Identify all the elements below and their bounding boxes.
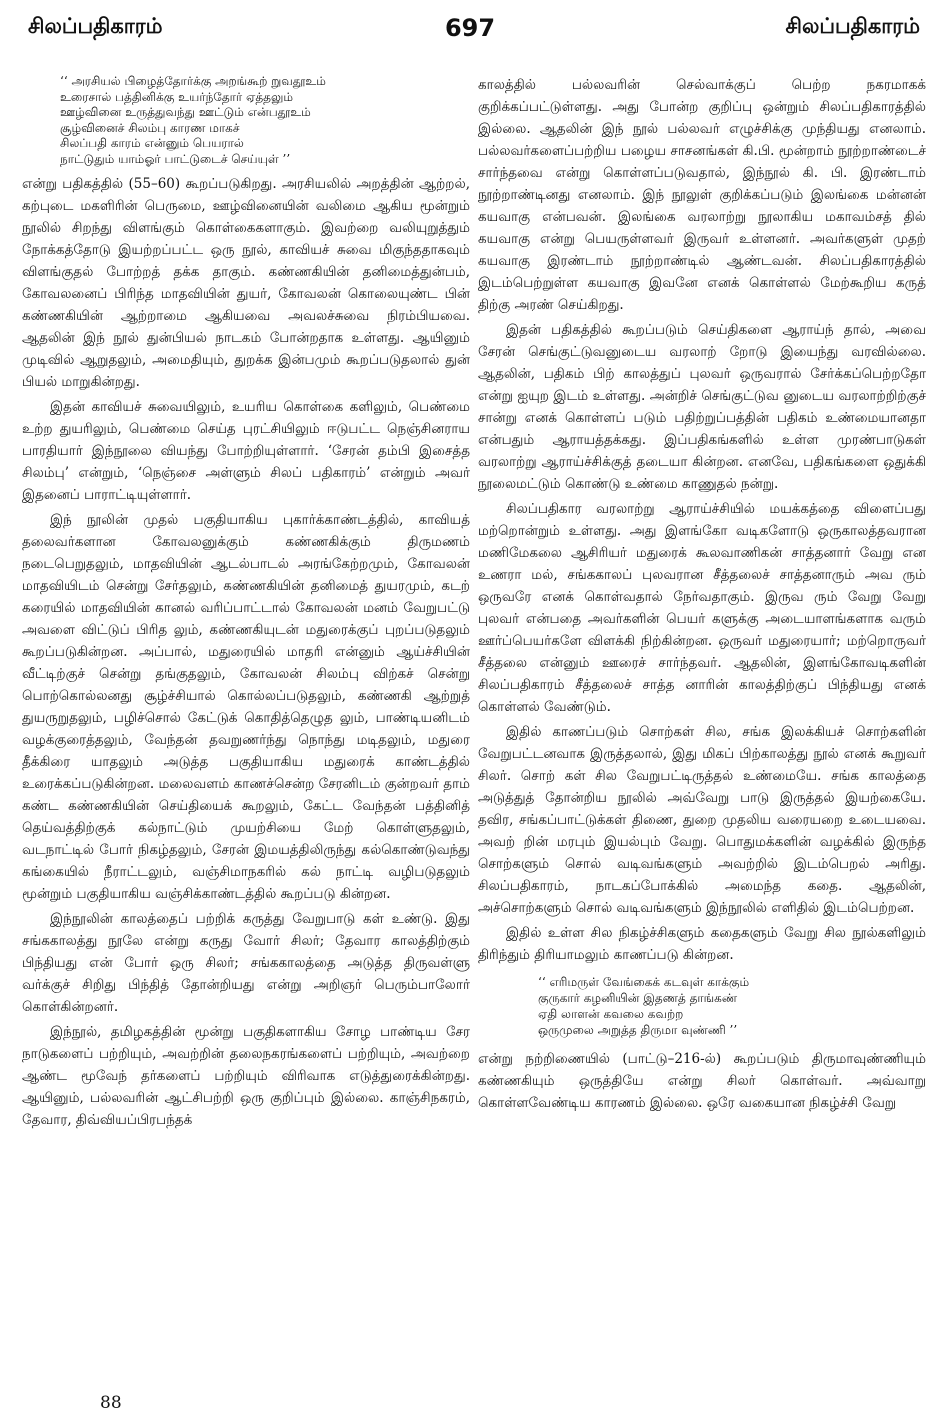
verse-quote-right xyxy=(538,974,926,1038)
paragraph: இந் நூலின் முதல் பகுதியாகிய புகார்க்காண்டத்தில், காவியத் தலைவர்களான கோவலனுக்கும் கண்ணகிக்கும் திருமணம் நடைபெறுதலும், மாதவியின் ஆடல்பாடல் அரங்கேற்றமும், கோவலன் மாதவியிடம் சென்று சேர்தலும், கண்ணகியின் தனிமைத் துயரமும், கடற் கரையில் மாதவியின் கானல் வரிப்பாட்டால் கோவலன் மனம் வேறுபட்டு அவளை விட்டுப் பிரித லும், கண்ணகியுடன் மதுரைக்குப் புறப்படுதலும் கூறப்படுகின்றன. அப்பால், மதுரையில் மாதரி என்னும் ஆய்ச்சியின் வீட்டிற்குச் சென்று தங்குதலும், கோவலன் சிலம்பு விற்கச் சென்று பொற்கொல்லனது சூழ்ச்சியால் கொல்லப்படுதலும், கண்ணகி ஆற்றுத் துயருறுதலும், பழிச்சொல் கேட்டுக் கொதித்தெழுத லும், பாண்டியனிடம் வழக்குரைத்தலும், வேந்தன் தவறுணர்ந்து நொந்து மடிதலும், மதுரை தீக்கிரை யாதலும் அடுத்த பகுதியாகிய மதுரைக் காண்டத்தில் உரைக்கப்படுகின்றன. மலைவளம் காணச்சென்ற சேரனிடம் குன்றவர் தாம் கண்ட கண்ணகியின் செய்தியைக் கூறலும், கேட்ட வேந்தன் பத்தினித் தெய்வத்திற்குக் கல்நாட்டும் முயற்சியை மேற் கொள்ளுதலும், வடநாட்டில் போர் நிகழ்தலும், சேரன் இமயத்திலிருந்து கல்கொண்டுவந்து கங்கையில் நீராட்டலும், வஞ்சிமாநகரில் கல் நாட்டி வழிபடுதலும் மூன்றும் பகுதியாகிய வஞ்சிக்காண்டத்தில் கூறப்படு கின்றன. xyxy=(22,512,470,902)
verse-line: ஏதி லாளன் கவலை கவற்ற xyxy=(538,1007,684,1021)
running-title-right: சிலப்பதிகாரம் xyxy=(785,14,920,38)
paragraph: இந்நூலின் காலத்தைப் பற்றிக் கருத்து வேறுபாடு கள் உண்டு. இது சங்ககாலத்து நூலே என்று கருது வோர் சிலர்; தேவார காலத்திற்கும் பிந்தியது என் போர் ஒரு சிலர்; சங்ககாலத்தை அடுத்த திருவள்ளு வர்க்குச் சிறிது பிந்தித் தோன்றியது என்று அறிஞர் பெரும்பாலோர் கொள்கின்றனர். xyxy=(22,911,470,1015)
verse-line: ஒருமுலை அறுத்த திருமா வுண்ணி ’’ xyxy=(538,1023,738,1037)
paragraph: இதன் பதிகத்தில் கூறப்படும் செய்திகளை ஆராய்ந் தால், அவை சேரன் செங்குட்டுவனுடைய வரலாற் றோடு இயைந்து வரவில்லை. ஆதலின், பதிகம் பிற் காலத்துப் புலவர் ஒருவரால் சேர்க்கப்பெற்றதோ என்று ஐயுற இடம் உள்ளது. அன்றிச் செங்குட்டுவ னுடைய வரலாற்றிற்குச் சான்று எனக் கொள்ளப் படும் பதிற்றுப்பத்தின் பதிகம் உண்மையானதா என்பதும் ஆராயத்தக்கது. இப்பதிகங்களில் உள்ள முரண்பாடுகள் வரலாற்று ஆராய்ச்சிக்குத் தடையா கின்றன. எனவே, பதிகங்களை ஒதுக்கி நூலைமட்டும் கொண்டு உண்மை காணுதல் நன்று. xyxy=(478,322,926,492)
verse-line: ‘‘ அரசியல் பிழைத்தோர்க்கு அறங்கூற் றுவதூஉம் xyxy=(60,74,326,88)
right-column xyxy=(478,74,926,1374)
page-number: 697 xyxy=(444,14,496,42)
paragraph: காலத்தில் பல்லவரின் செல்வாக்குப் பெற்ற நகரமாகக் குறிக்கப்பட்டுள்ளது. அது போன்ற குறிப்பு ஒன்றும் சிலப்பதிகாரத்தில் இல்லை. ஆதலின் இந் நூல் பல்லவர் எழுச்சிக்கு முந்தியது எனலாம். பல்லவர்களைப்பற்றிய பழைய சாசனங்கள் கி.பி. மூன்றாம் நூற்றாண்டைச் சார்ந்தவை என்று கொள்ளப்படுவதால், இந்நூல் கி. பி. இரண்டாம் நூற்றாண்டினது எனலாம். இந் நூலுள் குறிக்கப்படும் இலங்கை மன்னன் கயவாகு என்பவன். இலங்கை வரலாற்று நூலாகிய மகாவம்சத் தில் கயவாகு என்று பெயருள்ளவர் இருவர் உள்ளனர். அவர்களுள் முதற் கயவாகு இரண்டாம் நூற்றாண்டில் ஆண்டவன். சிலப்பதிகாரத்தில் இடம்பெற்றுள்ள கயவாகு இவனே எனக் கொள்ளல் மேற்கூறிய கருத் திற்கு அரண் செய்கிறது. xyxy=(478,77,926,313)
verse-line: உரைசால் பத்தினிக்கு உயர்ந்தோர் ஏத்தலும் xyxy=(60,89,293,104)
verse-line: நாட்டுதும் யாம்ஓர் பாட்டுடைச் செய்யுள் ’’ xyxy=(60,151,291,166)
paragraph: என்று நற்றிணையில் (பாட்டு–216-ல்) கூறப்படும் திருமாவுண்ணியும் கண்ணகியும் ஒருத்தியே என்று சிலர் கொள்வர். அவ்வாறு கொள்ளவேண்டிய காரணம் இல்லை. ஒரே வகையான நிகழ்ச்சி வேறு xyxy=(478,1051,926,1111)
verse-line: ஊழ்வினை உருத்துவந்து ஊட்டும் என்பதூஉம் xyxy=(60,105,311,119)
paragraph: இந்நூல், தமிழகத்தின் மூன்று பகுதிகளாகிய சோழ பாண்டிய சேர நாடுகளைப் பற்றியும், அவற்றின் தலைநகரங்களைப் பற்றியும், அவற்றை ஆண்ட மூவேந் தர்களைப் பற்றியும் விரிவாக எடுத்துரைக்கின்றது. ஆயினும், பல்லவரின் ஆட்சிபற்றி ஒரு குறிப்பும் இல்லை. காஞ்சிநகரம், தேவார, திவ்வியப்பிரபந்தக் xyxy=(22,1024,470,1128)
page-header xyxy=(0,14,940,58)
paragraph: சிலப்பதிகார வரலாற்று ஆராய்ச்சியில் மயக்கத்தை விளைப்பது மற்றொன்றும் உள்ளது. அது இளங்கோ வடிகளோடு ஒருகாலத்தவரான மணிமேகலை ஆசிரியர் மதுரைக் கூலவாணிகன் சாத்தனார் வேறு என உணரா மல், சங்ககாலப் புலவரான சீத்தலைச் சாத்தனாரும் அவ ரும் ஒருவரே எனக் கொள்வதால் நேர்வதாகும். இருவ ரும் வேறு வேறு புலவர் என்பதை அவர்களின் பெயர் களுக்கு அடையாளங்களாக வரும் ஊர்ப்பெயர்களே விளக்கி நிற்கின்றன. ஒருவர் மதுரையார்; மற்றொருவர் சீத்தலை என்னும் ஊரைச் சார்ந்தவர். ஆதலின், இளங்கோவடிகளின் சிலப்பதிகாரம் சீத்தலைச் சாத்த னாரின் காலத்திற்குப் பிந்தியது எனக் கொள்ளல் வேண்டும். xyxy=(478,501,926,715)
verse-line: குருகார் கழனியின் இதணத் தாங்கண் xyxy=(538,991,738,1005)
paragraph: என்று பதிகத்தில் (55–60) கூறப்படுகிறது. அரசியலில் அறத்தின் ஆற்றல், கற்புடை மகளிரின் பெருமை, ஊழ்வினையின் வலிமை ஆகிய மூன்றும் நூலில் சிறந்து விளங்கும் கொள்கைகளாகும். இவற்றை வலியுறுத்தும் நோக்கத்தோடு இயற்றப்பட்ட ஒரு நூல், காவியச் சுவை மிகுந்ததாகவும் விளங்குதல் போற்றத் தக்க தாகும். கண்ணகியின் தனிமைத்துன்பம், கோவலனைப் பிரிந்த மாதவியின் துயர், கோவலன் கொலையுண்ட பின் கண்ணகியின் ஆற்றாமை ஆகியவை அவலச்சுவை நிரம்பியவை. ஆதலின் இந் நூல் துன்பியல் நாடகம் போன்றதாக உள்ளது. ஆயினும் முடிவில் ஆறுதலும், அமைதியும், துறக்க இன்பமும் கூறப்படுதலால் துன் பியல் மாறுகின்றது. xyxy=(22,176,470,390)
verse-line: ‘‘ எரிமருள் வேங்கைக் கடவுள் காக்கும் xyxy=(538,975,750,989)
paragraph: இதில் உள்ள சில நிகழ்ச்சிகளும் கதைகளும் வேறு சில நூல்களிலும் திரிந்தும் திரியாமலும் காணப்படு கின்றன. xyxy=(478,925,926,963)
verse-line: சூழ்வினைச் சிலம்பு காரண மாகச் xyxy=(60,120,240,135)
left-column xyxy=(22,74,470,1374)
page-footer-number: 88 xyxy=(100,1393,122,1413)
verse-quote-left xyxy=(60,74,470,167)
paragraph: இதன் காவியச் சுவையிலும், உயரிய கொள்கை களிலும், பெண்மை உற்ற துயரிலும், பெண்மை செய்த புரட்சியிலும் ஈடுபட்ட நெஞ்சினராய பாரதியார் இந்நூலை வியந்து போற்றியுள்ளார். ‘சேரன் தம்பி இசைத்த சிலம்பு’ என்றும், ‘நெஞ்சை அள்ளும் சிலப் பதிகாரம்’ என்றும் அவர் இதனைப் பாராட்டியுள்ளார். xyxy=(22,399,470,503)
running-title-left: சிலப்பதிகாரம் xyxy=(28,14,163,38)
paragraph: இதில் காணப்படும் சொற்கள் சில, சங்க இலக்கியச் சொற்களின் வேறுபட்டனவாக இருத்தலால், இது மிகப் பிற்காலத்து நூல் எனக் கூறுவர் சிலர். சொற் கள் சில வேறுபட்டிருத்தல் உண்மையே. சங்க காலத்தை அடுத்துத் தோன்றிய நூலில் அவ்வேறு பாடு இருத்தல் இயற்கையே. தவிர, சங்கப்பாட்டுக்கள் திணை, துறை முதலிய வரையறை உடையவை. அவற் றின் மரபும் இயல்பும் வேறு. பொதுமக்களின் வழக்கில் இருந்த சொற்களும் சொல் வடிவங்களும் அவற்றில் இடம்பெறல் அரிது. சிலப்பதிகாரம், நாடகப்போக்கில் அமைந்த கதை. ஆதலின், அச்சொற்களும் சொல் வடிவங்களும் இந்நூலில் எளிதில் இடம்பெற்றன. xyxy=(478,724,926,916)
verse-line: சிலப்பதி காரம் என்னும் பெயரால் xyxy=(60,136,244,150)
